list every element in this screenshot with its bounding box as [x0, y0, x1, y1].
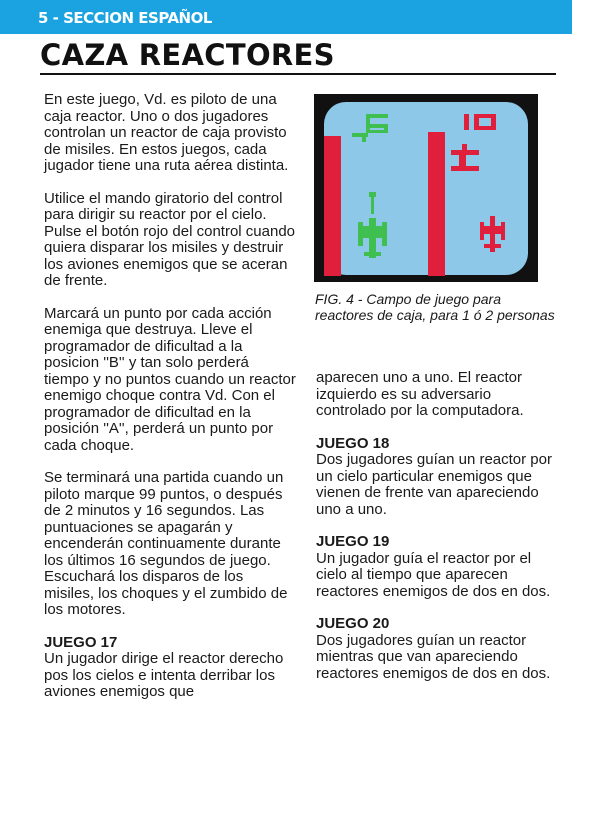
section-label: 5 - SECCION ESPAÑOL — [38, 9, 212, 27]
continuation-paragraph: aparecen uno a uno. El reactor izquierdo es su adversario controlado por la computadora. — [316, 369, 524, 419]
game-20-text: Dos jugadores guían un reactor mientras que van apareciendo reactores enemigos de dos en dos. — [316, 631, 551, 682]
page-title: CAZA REACTORES — [40, 38, 335, 72]
game-20-heading: JUEGO 20 — [316, 615, 390, 632]
scoring-paragraph: Marcará un punto por cada acción enemiga que destruya. Lleve el programador de dificultad a la posicion ''B'' y tan solo perderá tiempo y no puntos cuando un reactor enemigo choque contra Vd. Con el programador de dificultad en la posición ''A'', perderá un punto por cada choque. — [44, 304, 296, 454]
center-runway-stripe — [428, 132, 445, 276]
game-17-heading: JUEGO 17 — [44, 633, 118, 651]
left-column — [44, 92, 296, 717]
game-20-section — [316, 616, 556, 682]
game-screen-figure — [314, 94, 538, 282]
game-17-text: Un jugador dirige el reactor derecho pos los cielos e intenta derribar los aviones enemigos que — [44, 650, 284, 700]
figure-caption: FIG. 4 - Campo de juego para reactores de caja, para 1 ó 2 personas — [315, 291, 555, 323]
sky-background — [324, 102, 528, 275]
left-runway-stripe — [324, 136, 341, 276]
intro-paragraph: En este juego, Vd. es piloto de una caja reactor. Uno o dos jugadores controlan un reactor de caja provisto de misiles. En estos juegos, cada jugador tiene una ruta aérea distinta. — [44, 91, 289, 174]
game-19-section — [316, 534, 556, 600]
game-17-section — [44, 635, 296, 701]
game-screen-illustration — [314, 94, 538, 282]
controls-paragraph: Utilice el mando giratorio del control para dirigir su reactor por el cielo. Pulse el botón rojo del control cuando quiera disparar los misiles y destruir los aviones enemigos que se aceran de frente. — [44, 189, 296, 289]
game-18-text: Dos jugadores guían un reactor por un cielo particular enemigos que vienen de frente van apareciendo uno a uno. — [316, 451, 552, 518]
game-19-heading: JUEGO 19 — [316, 533, 390, 550]
game-18-section — [316, 436, 556, 519]
game-end-paragraph: Se terminará una partida cuando un piloto marque 99 puntos, o después de 2 minutos y 16 segundos. Las puntuaciones se apagarán y encenderán continuamente durante los últimos 16 segundos de juego. Escuchará los disparos de los misiles, los choques y el zumbido de los motores. — [44, 469, 288, 618]
right-column — [316, 370, 556, 698]
game-18-heading: JUEGO 18 — [316, 434, 390, 452]
title-rule — [40, 73, 556, 75]
game-19-text: Un jugador guía el reactor por el cielo al tiempo que aparecen reactores enemigos de dos en dos. — [316, 549, 551, 600]
section-header-band — [0, 0, 572, 34]
